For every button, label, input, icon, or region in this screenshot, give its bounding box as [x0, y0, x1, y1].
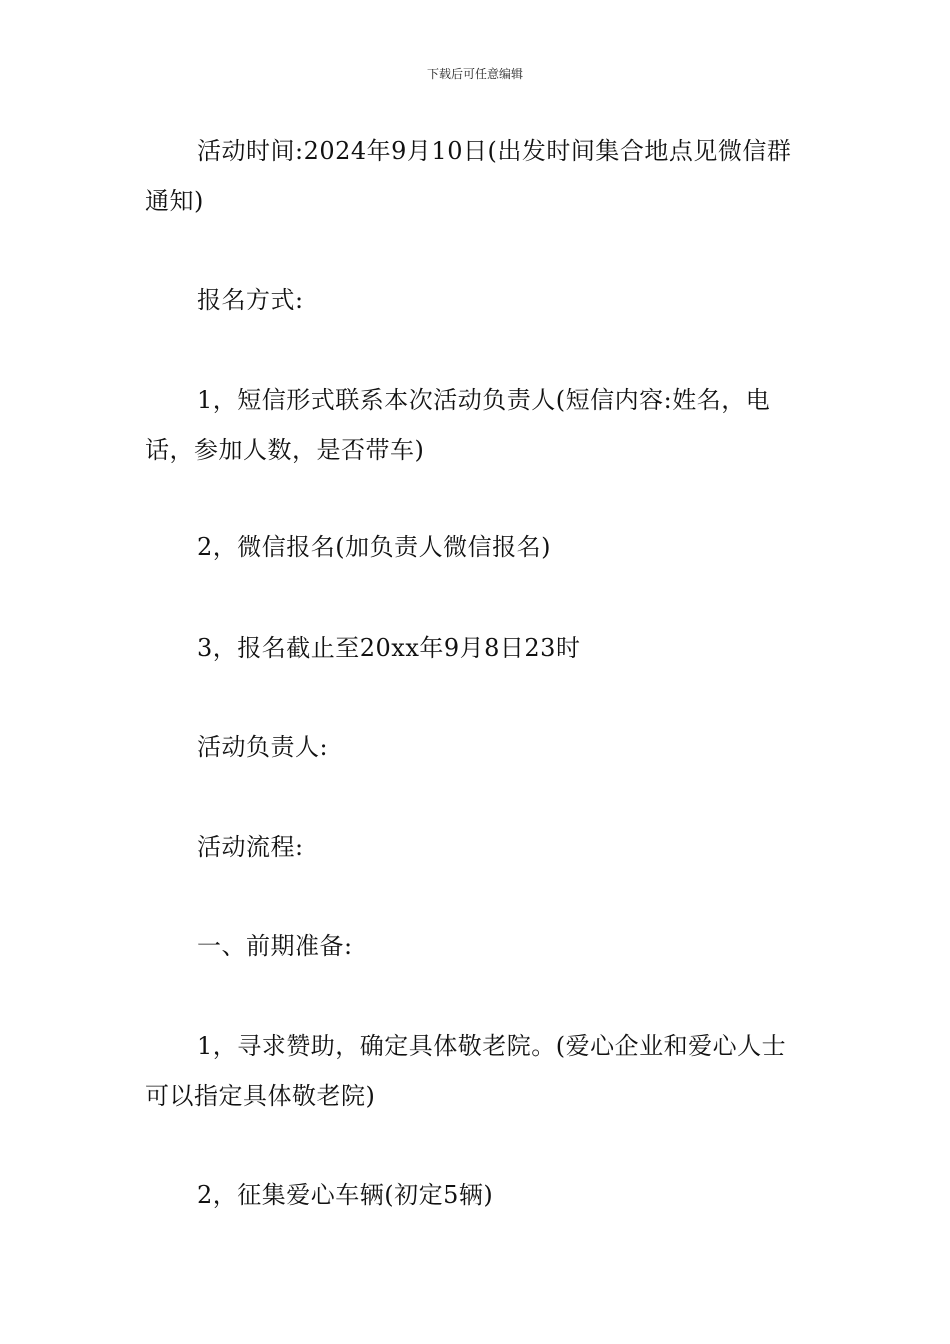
paragraph-signup-deadline: 3，报名截止至20xx年9月8日23时	[197, 634, 581, 662]
paragraph-vehicles: 2，征集爱心车辆(初定5辆)	[197, 1181, 494, 1209]
paragraph-signup-wechat: 2，微信报名(加负责人微信报名)	[197, 533, 551, 561]
paragraph-preparation-heading: 一、前期准备:	[197, 932, 353, 960]
paragraph-activity-time: 活动时间:2024年9月10日(出发时间集合地点见微信群通知)	[145, 137, 792, 215]
header-note: 下载后可任意编辑	[426, 67, 523, 81]
paragraph-organizer: 活动负责人:	[197, 733, 329, 761]
paragraph-signup-method: 报名方式:	[197, 286, 304, 314]
paragraph-process: 活动流程:	[197, 833, 304, 861]
paragraph-sponsorship: 1，寻求赞助，确定具体敬老院。(爱心企业和爱心人士可以指定具体敬老院)	[145, 1032, 787, 1110]
paragraph-signup-sms: 1，短信形式联系本次活动负责人(短信内容:姓名，电话，参加人数，是否带车)	[145, 386, 771, 464]
